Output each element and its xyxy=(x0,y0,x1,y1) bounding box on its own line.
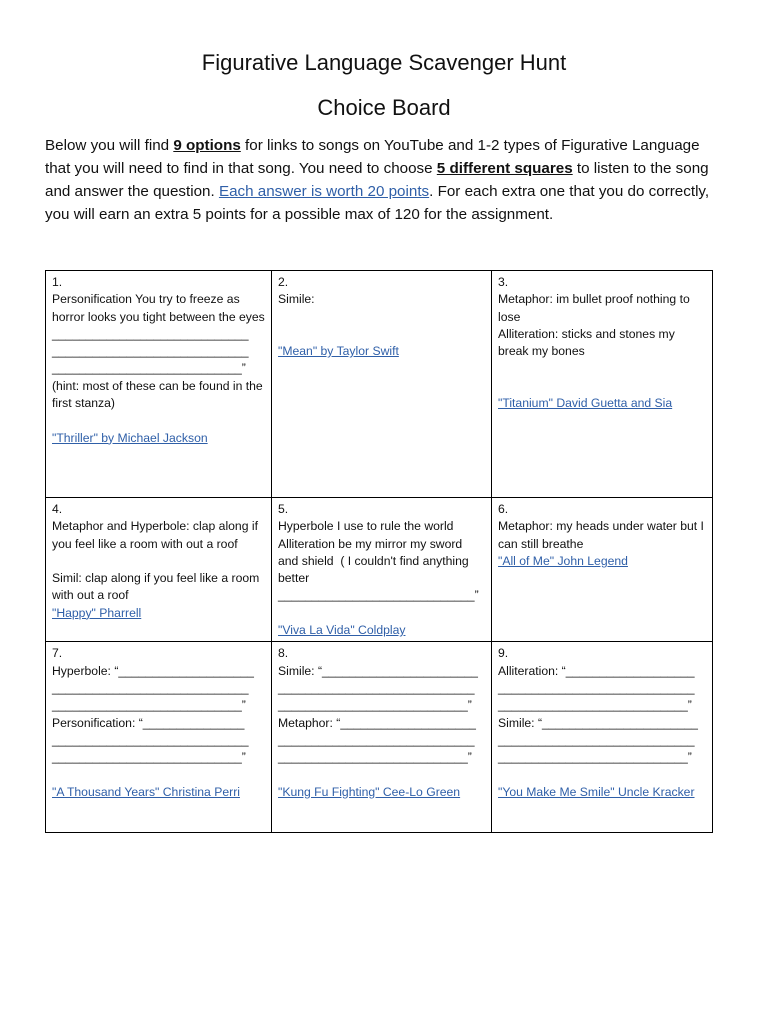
board-cell-8 xyxy=(272,642,492,833)
cell-spacer xyxy=(52,412,265,429)
cell-prompt: Alliteration: “___________________ xyxy=(498,663,695,678)
cell-prompt: Simil: clap along if you feel like a room with out a roof xyxy=(52,571,263,603)
cell-spacer xyxy=(498,378,706,395)
cell-spacer xyxy=(278,326,485,343)
cell-number: 5. xyxy=(278,502,289,516)
cell-number: 2. xyxy=(278,275,289,289)
cell-spacer xyxy=(52,553,265,570)
board-row-2 xyxy=(46,498,713,642)
intro-emphasis-options: 9 options xyxy=(173,137,241,154)
answer-blank: _____________________________ xyxy=(52,680,249,695)
page-subtitle: Choice Board xyxy=(317,95,451,120)
board-cell-1 xyxy=(46,271,272,498)
cell-prompt: Personification You try to freeze as horror looks you tight between the eyes xyxy=(52,292,265,324)
answer-blank: _____________________________ xyxy=(278,680,475,695)
cell-number: 9. xyxy=(498,646,509,661)
cell-spacer xyxy=(278,766,485,783)
cell-spacer xyxy=(52,766,265,783)
intro-paragraph xyxy=(45,134,725,226)
answer-blank: _____________________________ xyxy=(52,326,249,341)
cell-prompt: Metaphor: my heads under water but I can still breathe xyxy=(498,519,708,551)
intro-text-1: Below you will find xyxy=(45,137,174,154)
board-cell-6 xyxy=(492,498,713,642)
song-link-viva-la-vida[interactable]: "Viva La Vida" Coldplay xyxy=(278,623,406,638)
cell-prompt: Metaphor and Hyperbole: clap along if you feel like a room with out a roof xyxy=(52,519,262,551)
answer-blank: _____________________________” xyxy=(278,588,479,603)
song-link-all-of-me[interactable]: "All of Me" John Legend xyxy=(498,553,628,568)
answer-blank: ____________________________” xyxy=(498,698,692,713)
answer-blank: _____________________________ xyxy=(498,732,695,747)
board-cell-4 xyxy=(46,498,272,642)
intro-text-3: to listen to the song and answer the question. xyxy=(45,160,709,200)
board-cell-9 xyxy=(492,642,713,833)
answer-blank: ____________________________” xyxy=(278,698,472,713)
cell-prompt: Hyperbole I use to rule the world xyxy=(278,519,454,534)
cell-prompt: Metaphor: “____________________ xyxy=(278,715,476,730)
cell-spacer xyxy=(498,766,706,783)
song-link-titanium[interactable]: "Titanium" David Guetta and Sia xyxy=(498,396,673,411)
answer-blank: _____________________________ xyxy=(278,732,475,747)
cell-prompt: Hyperbole: “____________________ xyxy=(52,663,254,678)
answer-blank: ____________________________” xyxy=(498,750,692,765)
answer-blank: ____________________________” xyxy=(52,698,246,713)
board-cell-3 xyxy=(492,271,713,498)
song-link-mean[interactable]: "Mean" by Taylor Swift xyxy=(278,344,399,359)
cell-number: 6. xyxy=(498,502,509,516)
cell-spacer xyxy=(278,605,485,622)
cell-prompt: Simile: “_______________________ xyxy=(498,715,698,730)
board-cell-2 xyxy=(272,271,492,498)
intro-emphasis-squares: 5 different squares xyxy=(436,160,573,177)
cell-spacer xyxy=(278,309,485,326)
cell-prompt: Alliteration: sticks and stones my break my bones xyxy=(498,326,679,359)
song-link-you-make-me-smile[interactable]: "You Make Me Smile" Uncle Kracker xyxy=(498,784,695,799)
answer-blank: _____________________________ xyxy=(52,732,249,747)
cell-number: 4. xyxy=(52,502,63,516)
board-row-3 xyxy=(46,642,713,833)
answer-blank: _____________________________ xyxy=(52,344,249,359)
intro-text-4: . For each extra one that you do correctly, you will earn an extra 5 points for a possible max of 120 for the assignment. xyxy=(45,183,710,223)
song-link-a-thousand-years[interactable]: "A Thousand Years" Christina Perri xyxy=(52,784,240,799)
intro-text-2: for links to songs on YouTube and 1-2 types of Figurative Language that you will need to find in that song. You need to choose xyxy=(45,137,700,177)
cell-prompt: Simile: “_______________________ xyxy=(278,663,478,678)
choice-board-table xyxy=(45,270,713,833)
song-link-happy[interactable]: "Happy" Pharrell xyxy=(52,605,142,620)
cell-hint: (hint: most of these can be found in the first stanza) xyxy=(52,378,267,411)
cell-number: 8. xyxy=(278,646,289,661)
intro-points-link[interactable]: Each answer is worth 20 points xyxy=(218,183,430,200)
cell-number: 3. xyxy=(498,275,509,289)
page-title: Figurative Language Scavenger Hunt xyxy=(201,50,567,75)
answer-blank: _____________________________ xyxy=(498,680,695,695)
cell-spacer xyxy=(498,360,706,377)
song-link-thriller[interactable]: "Thriller" by Michael Jackson xyxy=(52,430,208,445)
board-cell-5 xyxy=(272,498,492,642)
answer-blank: ____________________________” xyxy=(52,361,246,376)
answer-blank: ____________________________” xyxy=(52,750,246,765)
cell-prompt: Personification: “_______________ xyxy=(52,715,245,730)
cell-prompt: Alliteration be my mirror my sword and shield ( I couldn't find anything better xyxy=(278,536,473,586)
answer-blank: ____________________________” xyxy=(278,750,472,765)
cell-prompt: Metaphor: im bullet proof nothing to lose xyxy=(498,292,694,324)
board-row-1 xyxy=(46,271,713,498)
cell-prompt: Simile: xyxy=(278,292,315,307)
song-link-kung-fu-fighting[interactable]: "Kung Fu Fighting" Cee-Lo Green xyxy=(278,784,461,799)
cell-number: 7. xyxy=(52,646,63,661)
cell-number: 1. xyxy=(52,275,63,289)
board-cell-7 xyxy=(46,642,272,833)
